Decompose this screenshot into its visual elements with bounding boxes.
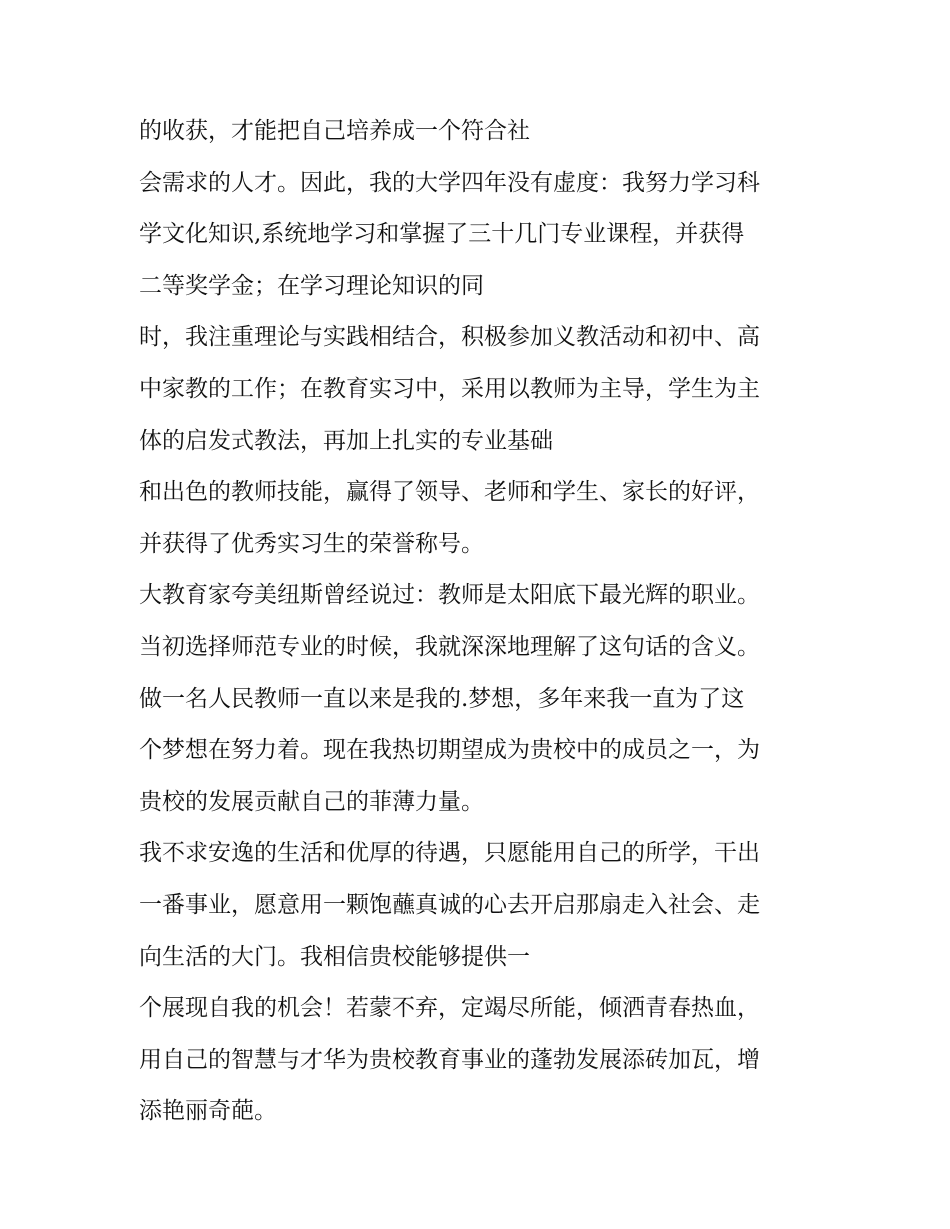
text-line-1: 的收获，才能把自己培养成一个符合社 <box>139 118 530 144</box>
document-body <box>139 106 829 1138</box>
text-line-13: 个梦想在努力着。现在我热切期望成为贵校中的成员之一，为 <box>139 737 760 764</box>
text-line-19: 用自己的智慧与才华为贵校教育事业的蓬勃发展添砖加瓦，增 <box>139 1046 760 1073</box>
text-line-15: 我不求安逸的生活和优厚的待遇，只愿能用自己的所学，干出 <box>139 840 760 867</box>
text-line-12: 做一名人民教师一直以来是我的.梦想，多年来我一直为了这 <box>139 685 745 712</box>
text-line-20: 添艳丽奇葩。 <box>139 1098 277 1125</box>
text-line-6: 中家教的工作；在教育实习中，采用以教师为主导，学生为主 <box>139 375 760 402</box>
text-line-10: 大教育家夸美纽斯曾经说过：教师是太阳底下最光辉的职业。 <box>139 582 760 609</box>
text-line-7: 体的启发式教法，再加上扎实的专业基础 <box>139 427 553 454</box>
text-line-3: 学文化知识,系统地学习和掌握了三十几门专业课程，并获得 <box>139 221 745 248</box>
text-line-2: 会需求的人才。因此，我的大学四年没有虚度：我努力学习科 <box>139 169 760 196</box>
text-line-16: 一番事业，愿意用一颗饱蘸真诚的心去开启那扇走入社会、走 <box>139 891 760 918</box>
text-line-9: 并获得了优秀实习生的荣誉称号。 <box>139 530 484 557</box>
text-line-8: 和出色的教师技能，赢得了领导、老师和学生、家长的好评， <box>139 479 760 506</box>
text-line-5: 时，我注重理论与实践相结合，积极参加义教活动和初中、高 <box>139 324 760 351</box>
text-line-14: 贵校的发展贡献自己的菲薄力量。 <box>139 788 484 815</box>
text-line-4: 二等奖学金；在学习理论知识的同 <box>139 272 484 299</box>
text-line-17: 向生活的大门。我相信贵校能够提供一 <box>139 943 530 970</box>
text-line-11: 当初选择师范专业的时候，我就深深地理解了这句话的含义。 <box>139 633 760 660</box>
text-line-18: 个展现自我的机会！若蒙不弃，定竭尽所能，倾洒青春热血， <box>139 995 760 1022</box>
